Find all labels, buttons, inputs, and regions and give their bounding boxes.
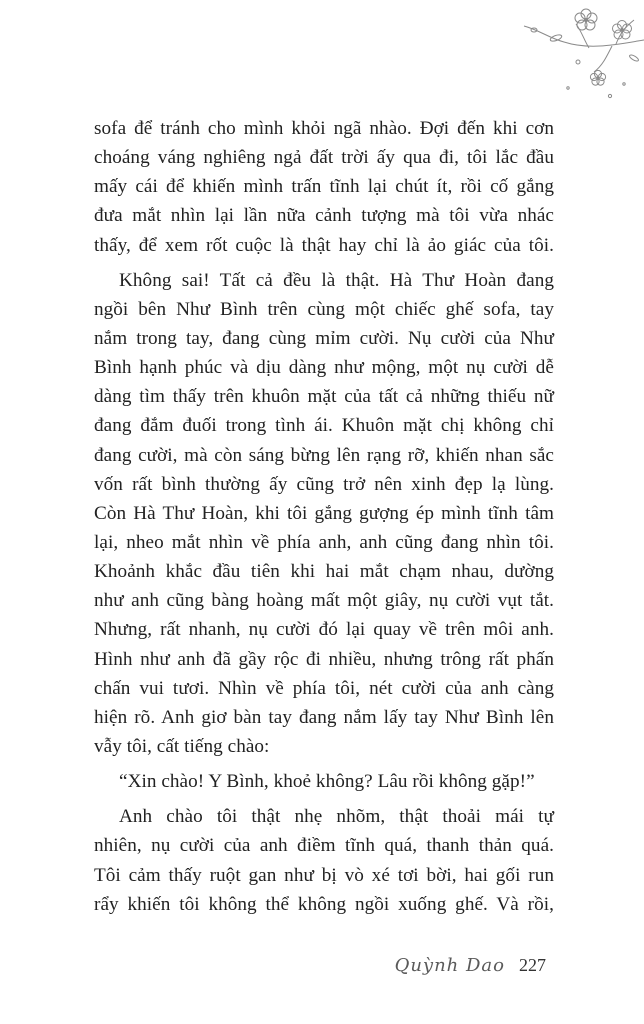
text-line: Khoảnh khắc đầu tiên khi hai mắt chạm nhau, dường [94,561,554,583]
text-line: Không sai! Tất cả đều là thật. Hà Thư Hoàn đang [119,269,554,291]
text-line: ngồi bên Như Bình trên cùng một chiếc ghế sofa, tay [94,298,554,320]
text-line: Hình như anh đã gầy rộc đi nhiều, nhưng trông rất phấn [94,648,554,670]
text-line: đang đắm đuối trong tình ái. Khuôn mặt chị không chỉ [94,415,554,437]
text-line: vẫy tôi, cất tiếng chào: [94,735,270,757]
text-line: đưa mắt nhìn lại lần nữa cảnh tượng mà tôi vừa nhác [94,205,554,227]
text-line: hiện rõ. Anh giơ bàn tay đang nắm lấy tay Như Bình lên [94,706,554,728]
page-footer [395,955,546,985]
text-line: Anh chào tôi thật nhẹ nhõm, thật thoải mái tự [119,806,554,828]
dialogue-line: “Xin chào! Y Bình, khoẻ không? Lâu rồi không gặp!” [119,771,535,793]
text-line: vốn rất bình thường ấy cũng trở nên xinh đẹp lạ lùng. [94,473,554,495]
text-line: dàng tìm thấy trên khuôn mặt của tất cả những thiếu nữ [94,386,554,408]
cherry-blossom-ornament [494,0,644,110]
author-signature: Quỳnh Dao [394,955,505,976]
text-line: lại, nheo mắt nhìn về phía anh, anh cũng đang nhìn tôi. [94,531,554,553]
text-line: Nhưng, rất nhanh, nụ cười đó lại quay về trên môi anh. [94,619,554,641]
paragraph-3-dialogue [94,767,554,796]
paragraph-2 [94,266,554,761]
text-line: đang cười, mà còn sáng bừng lên rạng rỡ, khiến nhan sắc [94,444,554,466]
text-line: nắm trong tay, đang cùng mỉm cười. Nụ cười của Như [94,327,554,349]
text-line: thấy, để xem rốt cuộc là thật hay chỉ là ảo giác của tôi. [94,234,554,256]
text-line: mấy cái để khiến mình trấn tĩnh lại chút ít, rồi cố gắng [94,176,554,198]
body-text [94,114,554,919]
paragraph-4 [94,802,554,919]
text-line: chấn vui tươi. Nhìn về phía tôi, nét cười của anh càng [94,677,554,699]
text-line: rẩy khiến tôi không thể không ngồi xuống ghế. Và rồi, [94,893,554,915]
page-number: 227 [519,955,546,975]
text-line: Tôi cảm thấy ruột gan như bị vò xé tơi bời, hai gối run [94,864,554,886]
text-line: sofa để tránh cho mình khỏi ngã nhào. Đợi đến khi cơn [94,118,554,139]
paragraph-1 [94,114,554,260]
text-line: choáng váng nghiêng ngả đất trời ấy qua đi, tôi lắc đầu [94,147,554,169]
text-line: Bình hạnh phúc và dịu dàng như mộng, một nụ cười dễ [94,357,554,379]
text-line: Còn Hà Thư Hoàn, khi tôi gắng gượng ép mình tĩnh tâm [94,502,554,524]
text-line: như anh cũng bàng hoàng mất một giây, nụ cười vụt tắt. [94,590,554,612]
text-line: nhiên, nụ cười của anh điềm tĩnh quá, thanh thản quá. [94,835,554,857]
